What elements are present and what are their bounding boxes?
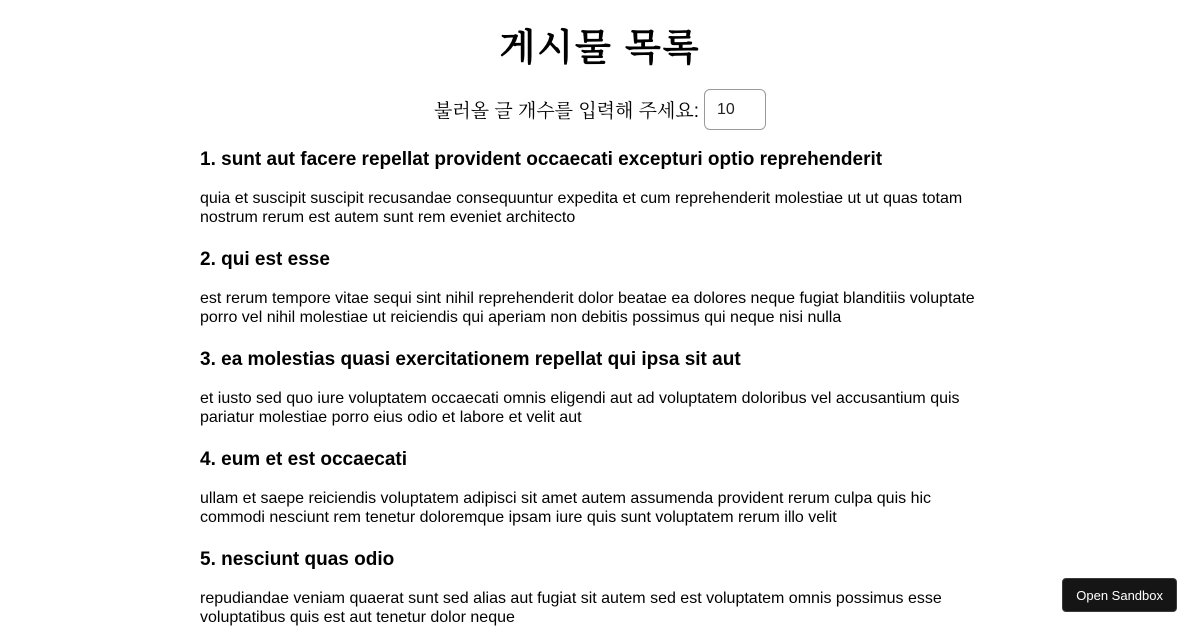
post-title: 1. sunt aut facere repellat provident occaecati excepturi optio reprehenderit: [200, 149, 883, 170]
post-count-input[interactable]: [704, 89, 766, 130]
post-item: [200, 448, 1000, 527]
post-item: [200, 348, 1000, 427]
post-count-label: 불러올 글 개수를 입력해 주세요:: [434, 101, 699, 122]
post-list: [200, 148, 1000, 627]
post-body: quia et suscipit suscipit recusandae consequuntur expedita et cum reprehenderit molestiae ut ut quas totam nostrum rerum est autem sunt rem eveniet architecto: [200, 190, 963, 226]
post-body: repudiandae veniam quaerat sunt sed alias aut fugiat sit autem sed est voluptatem omnis possimus esse voluptatibus quis est aut tenetur dolor neque: [200, 590, 942, 626]
post-item: [200, 148, 1000, 227]
post-body: ullam et saepe reiciendis voluptatem adipisci sit amet autem assumenda provident rerum culpa quis hic commodi nesciunt rem tenetur doloremque ipsam iure quis sunt voluptatem rerum illo velit: [200, 490, 932, 526]
post-item: [200, 248, 1000, 327]
open-sandbox-button[interactable]: Open Sandbox: [1062, 578, 1177, 612]
post-title: 2. qui est esse: [200, 249, 330, 270]
post-item: [200, 548, 1000, 627]
post-body: et iusto sed quo iure voluptatem occaecati omnis eligendi aut ad voluptatem doloribus vel accusantium quis pariatur molestiae porro eius odio et labore et velit aut: [200, 390, 960, 426]
app-container: [200, 0, 1000, 627]
post-body: est rerum tempore vitae sequi sint nihil reprehenderit dolor beatae ea dolores neque fugiat blanditiis voluptate porro vel nihil molestiae ut reiciendis qui aperiam non debitis possimus qui neque nisi nulla: [200, 290, 975, 326]
post-count-control: [200, 89, 1000, 130]
page-title: 게시물 목록: [499, 27, 701, 68]
post-title: 4. eum et est occaecati: [200, 449, 407, 470]
post-title: 5. nesciunt quas odio: [200, 549, 395, 570]
post-title: 3. ea molestias quasi exercitationem repellat qui ipsa sit aut: [200, 349, 741, 370]
